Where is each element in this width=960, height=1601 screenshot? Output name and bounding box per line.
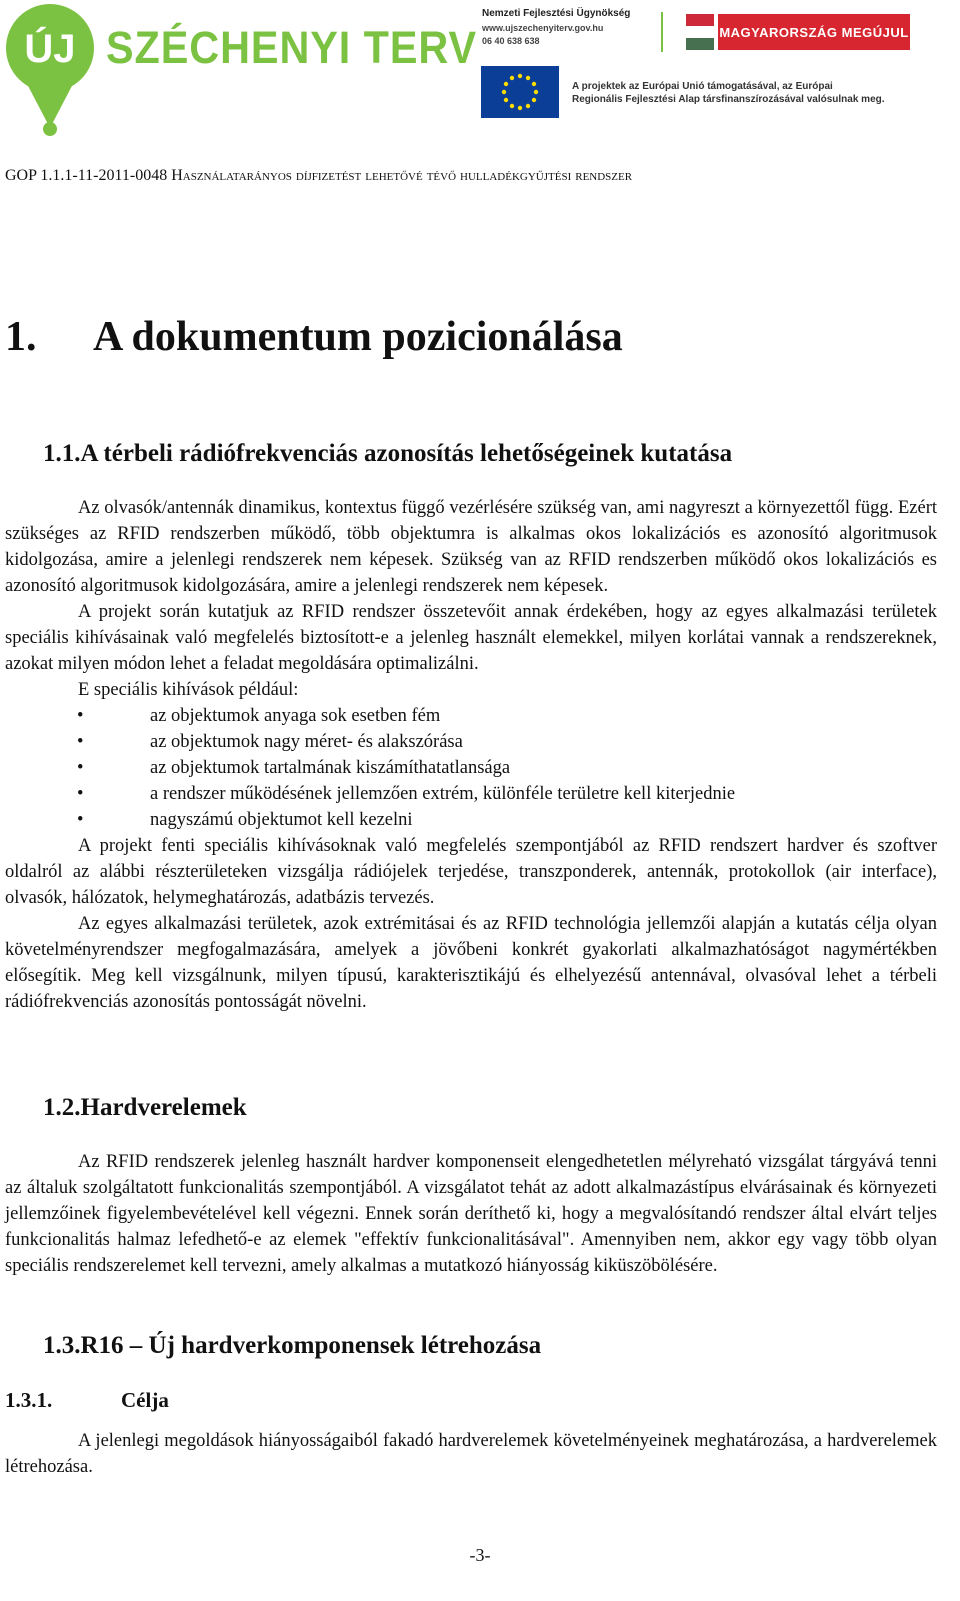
slogan-badge: MAGYARORSZÁG MEGÚJUL: [718, 14, 910, 50]
agency-info: [482, 8, 630, 46]
agency-web: www.ujszechenyiterv.gov.hu: [482, 23, 604, 33]
section-heading-1-3-1: [5, 1388, 169, 1413]
subsection-number: 1.3.1.: [5, 1388, 53, 1412]
bullet-icon: •: [77, 810, 84, 830]
challenge-list: [5, 703, 937, 833]
hungarian-flag-icon: [686, 14, 714, 50]
section-1-1-body: [5, 495, 937, 1015]
section-heading-1-3: 1.3.R16 – Új hardverkomponensek létrehozása: [43, 1332, 542, 1359]
page-number: -3-: [469, 1545, 491, 1565]
logo-name: SZÉCHENYI TERV: [106, 22, 477, 73]
agency-phone: 06 40 638 638: [482, 36, 540, 46]
list-item: • a rendszer működésének jellemzően extrém, különféle területre kell kiterjednie: [5, 781, 937, 807]
list-item: • az objektumok anyaga sok esetben fém: [5, 703, 937, 729]
paragraph: Az RFID rendszerek jelenleg használt hardver komponenseit elengedhetetlen mélyreható vizsgálat tárgyává tenni az általuk szolgáltatott funkcionalitás szempontjából. A vizsgálatot tehát az adott alkalmazástípus elvárásainak és környezeti jellemzőinek figyelembevételével kell végezni. Ennek során deríthető ki, hogy a megvalósítandó rendszer által elvárt teljes funkcionalitás halmaz lefedhető-e az elemek "effektív funkcionalitásával". Amennyiben nem, akkor egy vagy több olyan speciális rendszerelemet kell tervezni, amely alkalmas a mutatkozó hiányosság kiküszöbölésére.: [5, 1152, 937, 1276]
list-item: • az objektumok tartalmának kiszámíthatatlansága: [5, 755, 937, 781]
bullet-icon: •: [77, 732, 84, 752]
section-heading-1-1: 1.1.A térbeli rádiófrekvenciás azonosítás lehetőségeinek kutatása: [43, 440, 733, 467]
eu-caption: [572, 80, 885, 106]
header-divider: [661, 12, 663, 52]
section-number: 1.: [5, 314, 37, 360]
eu-flag-icon: [481, 66, 559, 118]
running-head: GOP 1.1.1-11-2011-0048 Használatarányos díjfizetést lehetővé tévő hulladékgyűjtési rendszer: [5, 167, 633, 184]
bullet-icon: •: [77, 706, 84, 726]
subsection-title: Célja: [121, 1388, 169, 1412]
eu-caption-line2: Regionális Fejlesztési Alap társfinanszírozásával valósulnak meg.: [572, 94, 885, 105]
agency-name: Nemzeti Fejlesztési Ügynökség: [482, 8, 631, 19]
section-1-3-1-body: [5, 1428, 937, 1480]
section-title: A dokumentum pozicionálása: [93, 314, 623, 360]
page-header: [0, 0, 960, 150]
list-item: • nagyszámú objektumot kell kezelni: [5, 807, 937, 833]
section-1-2-body: [5, 1149, 937, 1279]
list-item: • az objektumok nagy méret- és alakszórása: [5, 729, 937, 755]
paragraph: A projekt fenti speciális kihívásoknak való megfelelés szempontjából az RFID rendszert hardver és szoftver oldalról az alábbi részterületeken vizsgálja rádiójelek terjedése, transzponderek, antennák, protokollok (air interface), olvasók, hálózatok, helymeghatározás, adatbázis tervezés.: [5, 836, 937, 908]
bullet-icon: •: [77, 758, 84, 778]
paragraph: A jelenlegi megoldások hiányosságaiból fakadó hardverelemek követelményeinek meghatározása, a hardverelemek létrehozása.: [5, 1431, 937, 1477]
paragraph: A projekt során kutatjuk az RFID rendszer összetevőit annak érdekében, hogy az egyes alkalmazási területek speciális kihívásainak való megfelelés biztosított-e a jelenleg használt elemekkel, milyen korlátai vannak a rendszereknek, azokat milyen módon lehet a feladat megoldására optimalizálni.: [5, 602, 937, 674]
paragraph: Az olvasók/antennák dinamikus, kontextus függő vezérlésére szükség van, ami nagyreszt a környezettől függ. Ezért szükséges az RFID rendszerben működő, több objektumra is alkalmas okos lokalizációs es azonosító algoritmusok kidolgozása, amire a jelenlegi rendszerek nem képesek. Szükség van az RFID rendszerben működő okos lokalizációs es azonosító algoritmusok kidolgozására, amire a jelenlegi rendszerek nem képesek.: [5, 498, 937, 596]
bullet-icon: •: [77, 784, 84, 804]
section-heading-1: [5, 313, 623, 361]
paragraph: Az egyes alkalmazási területek, azok extrémitásai és az RFID technológia jellemzői alapján a kutatás célja olyan követelményrendszer megfogalmazására, amelyek a jövőbeni konkrét gyakorlati alkalmazhatóságot nagymértékben elősegítik. Meg kell vizsgálnunk, milyen típusú, karakterisztikájú és elhelyezésű antennával, olvasóval lehet a térbeli rádiófrekvenciás azonosítás pontosságát növelni.: [5, 914, 937, 1012]
szechenyi-terv-pin-logo: [4, 2, 96, 138]
logo-initials: ÚJ: [24, 27, 76, 71]
section-heading-1-2: 1.2.Hardverelemek: [43, 1094, 247, 1121]
eu-caption-line1: A projektek az Európai Unió támogatásával, az Európai: [572, 81, 833, 92]
paragraph: E speciális kihívások például:: [78, 680, 299, 700]
